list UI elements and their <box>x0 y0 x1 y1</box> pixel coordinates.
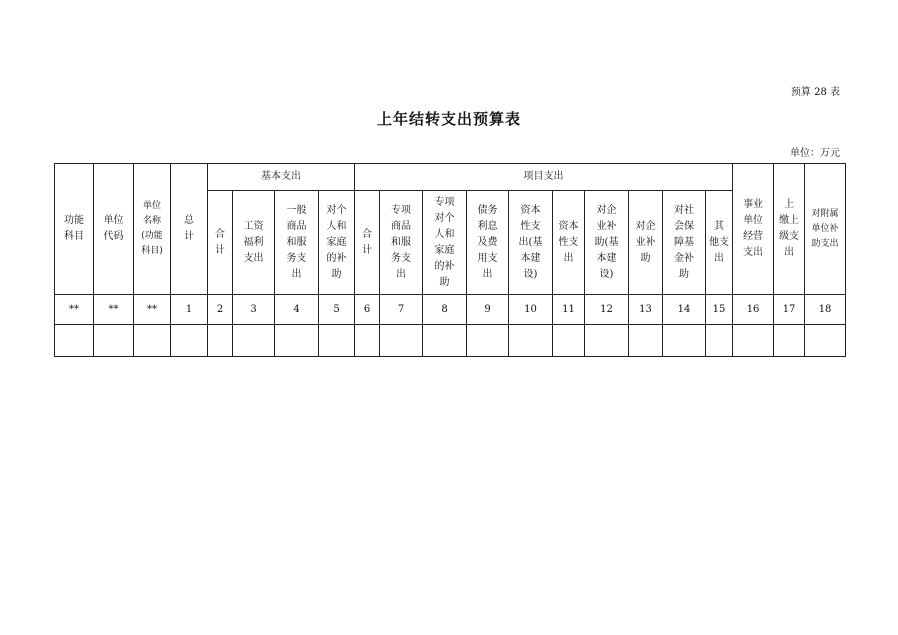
table-cell: 5 <box>319 295 355 325</box>
header-project-subtotal: 合 计 <box>355 191 380 295</box>
table-cell: 17 <box>774 295 805 325</box>
header-project-capital: 资本 性支 出 <box>553 191 585 295</box>
table-cell <box>805 325 846 357</box>
header-basic-wages: 工资 福利 支出 <box>233 191 275 295</box>
header-total: 总 计 <box>171 164 208 295</box>
header-subsidiary-subsidy: 对附属 单位补 助支出 <box>805 164 846 295</box>
unit-label: 单位：万元 <box>790 148 840 159</box>
table-cell: 18 <box>805 295 846 325</box>
table-cell: 7 <box>380 295 423 325</box>
table-cell: 2 <box>208 295 233 325</box>
header-project-expenditure: 项目支出 <box>355 164 733 191</box>
table-cell: 13 <box>629 295 663 325</box>
table-cell <box>706 325 733 357</box>
header-unit-code: 单位 代码 <box>94 164 134 295</box>
table-cell: 3 <box>233 295 275 325</box>
table-cell <box>55 325 94 357</box>
header-remit-superior: 上 缴上 级支 出 <box>774 164 805 295</box>
table-cell <box>380 325 423 357</box>
header-functional-subject: 功能 科目 <box>55 164 94 295</box>
header-business-expenditure: 事业 单位 经营 支出 <box>733 164 774 295</box>
table-cell: 15 <box>706 295 733 325</box>
header-basic-subtotal: 合 计 <box>208 191 233 295</box>
table-cell: 6 <box>355 295 380 325</box>
header-unit-name: 单位 名称 (功能 科目) <box>134 164 171 295</box>
table-cell <box>423 325 467 357</box>
header-project-social-security-subsidy: 对社 会保 障基 金补 助 <box>663 191 706 295</box>
table-cell <box>663 325 706 357</box>
header-project-capital-construction: 资本 性支 出(基 本建 设) <box>509 191 553 295</box>
table-cell <box>171 325 208 357</box>
table-cell: 1 <box>171 295 208 325</box>
table-cell: ** <box>134 295 171 325</box>
empty-data-row <box>55 325 846 357</box>
budget-table <box>54 163 846 357</box>
page-title: 上年结转支出预算表 <box>376 110 521 128</box>
header-project-goods-services: 专项 商品 和服 务支 出 <box>380 191 423 295</box>
header-project-debt-interest: 债务 利息 及费 用支 出 <box>467 191 509 295</box>
form-number: 预算 28 表 <box>790 87 840 98</box>
table-cell <box>134 325 171 357</box>
table-cell: 4 <box>275 295 319 325</box>
table-cell <box>208 325 233 357</box>
table-cell <box>585 325 629 357</box>
header-project-enterprise-subsidy: 对企 业补 助 <box>629 191 663 295</box>
table-cell <box>553 325 585 357</box>
table-cell: 11 <box>553 295 585 325</box>
table-cell: 9 <box>467 295 509 325</box>
header-row-1 <box>55 164 846 191</box>
table-cell <box>629 325 663 357</box>
table-cell: 16 <box>733 295 774 325</box>
table-cell <box>467 325 509 357</box>
table-cell: ** <box>55 295 94 325</box>
table-cell: ** <box>94 295 134 325</box>
table-cell <box>509 325 553 357</box>
header-project-enterprise-subsidy-construction: 对企 业补 助(基 本建 设) <box>585 191 629 295</box>
table-cell: 10 <box>509 295 553 325</box>
table-cell <box>355 325 380 357</box>
index-row <box>55 295 846 325</box>
header-project-household-subsidy: 专项 对个 人和 家庭 的补 助 <box>423 191 467 295</box>
table-cell <box>319 325 355 357</box>
table-cell <box>275 325 319 357</box>
header-basic-household-subsidy: 对个 人和 家庭 的补 助 <box>319 191 355 295</box>
table-cell <box>774 325 805 357</box>
table-cell <box>233 325 275 357</box>
header-project-other: 其 他支 出 <box>706 191 733 295</box>
table-cell <box>733 325 774 357</box>
header-basic-expenditure: 基本支出 <box>208 164 355 191</box>
table-cell: 12 <box>585 295 629 325</box>
table-cell: 14 <box>663 295 706 325</box>
table-cell <box>94 325 134 357</box>
header-basic-goods-services: 一般 商品 和服 务支 出 <box>275 191 319 295</box>
table-cell: 8 <box>423 295 467 325</box>
